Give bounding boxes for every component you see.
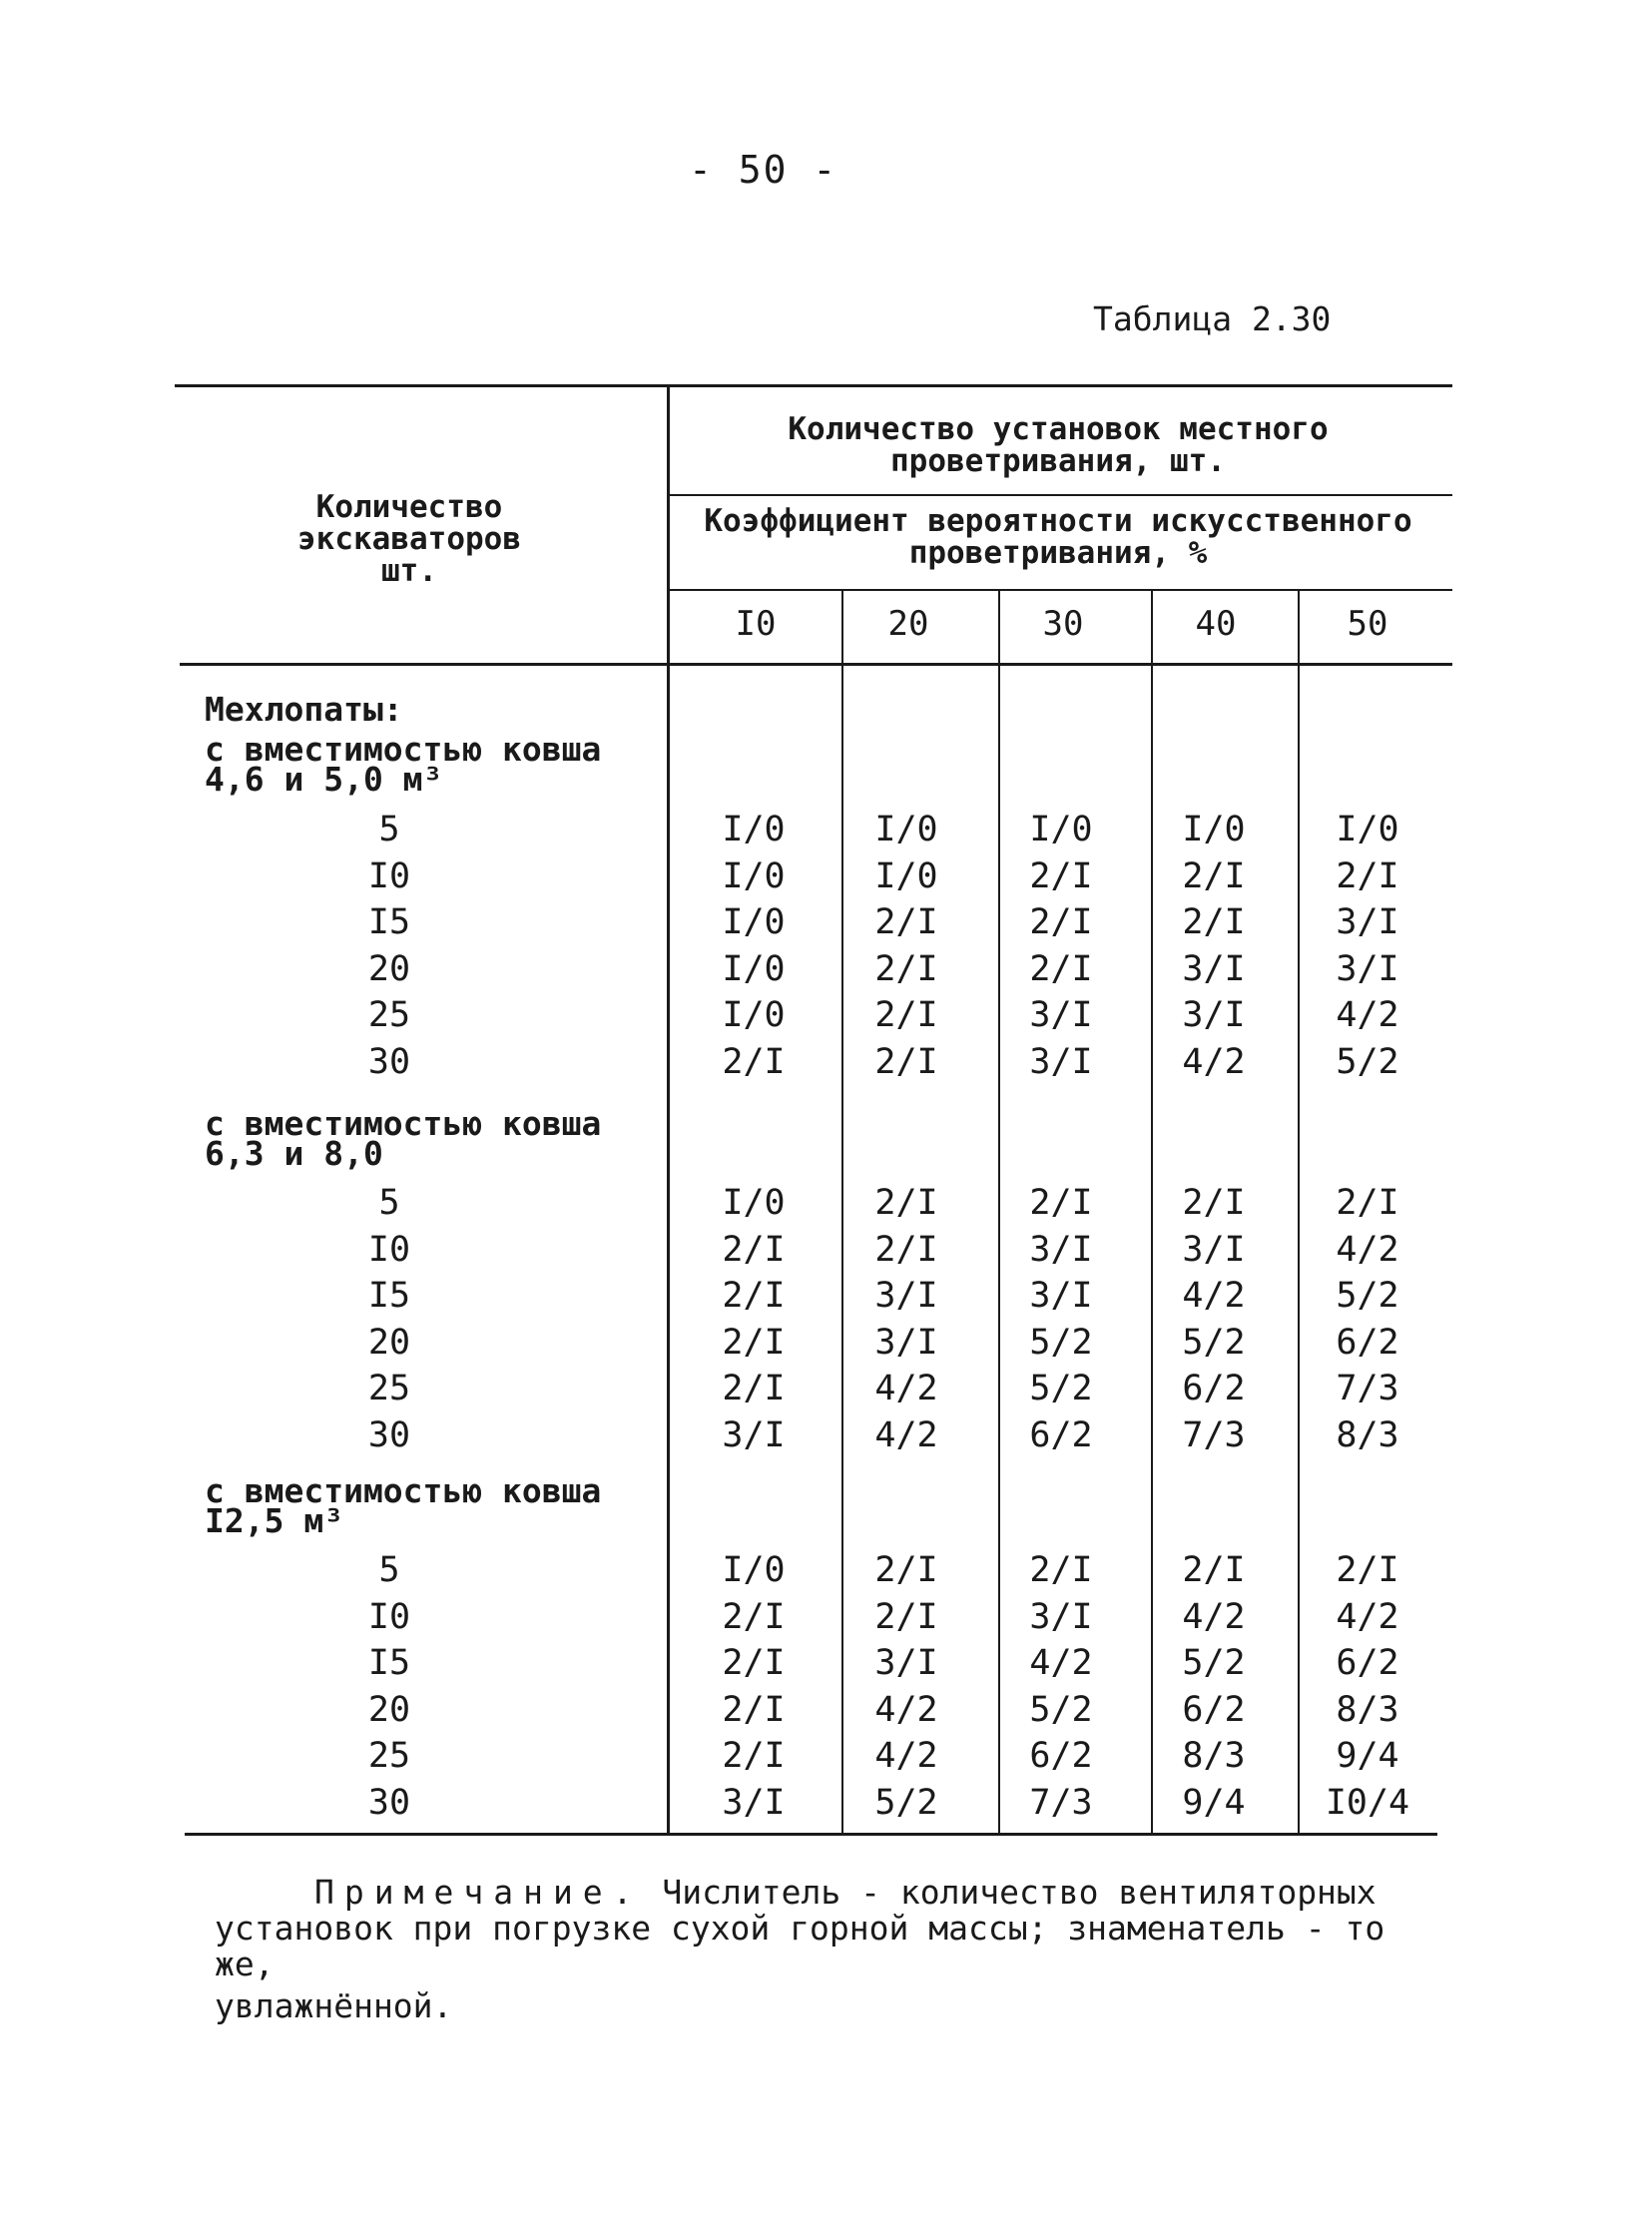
note-title: Примечание. <box>314 1873 643 1912</box>
table-cell: 3/I <box>874 1643 938 1683</box>
table-cell: 2/I <box>1336 1183 1399 1223</box>
group-label-line2: 6,3 и 8,0 <box>205 1134 383 1173</box>
table-cell: 2/I <box>1029 1183 1093 1223</box>
header-col0-line: Количество <box>315 489 503 525</box>
row-count: 25 <box>367 1736 411 1776</box>
table-cell: 2/I <box>722 1229 786 1270</box>
table-cell: 5/2 <box>1029 1369 1093 1408</box>
table-cell: I/0 <box>722 995 786 1035</box>
table-cell: 2/I <box>722 1369 786 1408</box>
table-cell: 5/2 <box>1336 1276 1399 1316</box>
row-count: 20 <box>367 1322 411 1363</box>
table-cell: 2/I <box>722 1689 786 1730</box>
table-cell: 3/I <box>722 1414 786 1455</box>
group-label-line1: с вместимостью ковша <box>205 1104 602 1143</box>
table-cell: I/0 <box>1182 810 1246 849</box>
table-cell: 2/I <box>874 995 938 1035</box>
table-cell: 5/2 <box>874 1782 938 1823</box>
table-cell: 4/2 <box>874 1369 938 1408</box>
table-cell: 3/I <box>1029 1229 1093 1270</box>
table-cell: 4/2 <box>1029 1643 1093 1683</box>
note-line1: Числитель - количество вентиляторных <box>662 1873 1377 1912</box>
table-cell: 2/I <box>874 1550 938 1590</box>
row-count: 20 <box>367 1689 411 1730</box>
table-cell: 4/2 <box>874 1736 938 1776</box>
table-cell: 4/2 <box>1336 1596 1399 1637</box>
table-cell: 3/I <box>1336 948 1399 989</box>
table-cell: 4/2 <box>1336 1229 1399 1270</box>
table-cell: 4/2 <box>1182 1596 1246 1637</box>
table-cell: 5/2 <box>1029 1689 1093 1730</box>
table-cell: 6/2 <box>1336 1643 1399 1683</box>
table-cell: 2/I <box>1336 855 1399 896</box>
group-label-line2: I2,5 м³ <box>205 1501 344 1540</box>
page-number: - 50 - <box>689 148 838 192</box>
table-cell: 2/I <box>874 902 938 942</box>
table-cell: 2/I <box>722 1596 786 1637</box>
table-cell: I/0 <box>722 948 786 989</box>
table-cell: 5/2 <box>1336 1041 1399 1082</box>
table-cell: 6/2 <box>1336 1322 1399 1363</box>
table-cell: 2/I <box>1029 1550 1093 1590</box>
table-cell: 7/3 <box>1182 1414 1246 1455</box>
table-cell: 4/2 <box>1336 995 1399 1035</box>
table-cell: 9/4 <box>1182 1782 1246 1823</box>
table-cell: 3/I <box>1182 995 1246 1035</box>
row-count: 5 <box>378 1183 400 1223</box>
table-cell: 4/2 <box>1182 1276 1246 1316</box>
note-line2: установок при погрузке сухой горной массы; знаменатель - то же, <box>215 1909 1385 1983</box>
table-cell: 2/I <box>722 1643 786 1683</box>
table-cell: 8/3 <box>1336 1689 1399 1730</box>
table-cell: 4/2 <box>874 1414 938 1455</box>
table-cell: 5/2 <box>1182 1322 1246 1363</box>
table-cell: 5/2 <box>1029 1322 1093 1363</box>
table-cell: I/0 <box>1029 810 1093 849</box>
row-count: 25 <box>367 995 411 1035</box>
table-cell: 3/I <box>874 1276 938 1316</box>
row-count: 30 <box>367 1414 411 1455</box>
header-col0-line: шт. <box>381 553 437 589</box>
table-cell: 6/2 <box>1182 1689 1246 1730</box>
row-count: 20 <box>367 948 411 989</box>
table-cell: 2/I <box>874 1183 938 1223</box>
table-cell: I/0 <box>874 810 938 849</box>
row-count: I0 <box>367 1596 411 1637</box>
header-top <box>689 413 1427 477</box>
percent-header: 30 <box>1042 604 1084 644</box>
row-count: 30 <box>367 1041 411 1082</box>
group-label-line2: 4,6 и 5,0 м³ <box>205 760 443 799</box>
percent-header: 40 <box>1195 604 1237 644</box>
table-cell: 6/2 <box>1182 1369 1246 1408</box>
table-cell: 2/I <box>1029 902 1093 942</box>
row-count: I0 <box>367 855 411 896</box>
table-cell: 3/I <box>1182 948 1246 989</box>
percent-header: I0 <box>735 604 777 644</box>
table-cell: 2/I <box>722 1041 786 1082</box>
table-cell: 3/I <box>1182 1229 1246 1270</box>
header-sub <box>679 505 1437 569</box>
percent-header: 20 <box>887 604 929 644</box>
table-cell: I/0 <box>722 810 786 849</box>
row-count: I5 <box>367 902 411 942</box>
table-cell: 4/2 <box>1182 1041 1246 1082</box>
table-cell: I0/4 <box>1325 1782 1410 1823</box>
row-count: 30 <box>367 1782 411 1823</box>
table-cell: 2/I <box>722 1736 786 1776</box>
row-count: I5 <box>367 1276 411 1316</box>
table-cell: 2/I <box>874 1041 938 1082</box>
table-cell: 3/I <box>1029 1596 1093 1637</box>
table-cell: 2/I <box>874 948 938 989</box>
table-cell: 7/3 <box>1029 1782 1093 1823</box>
table-cell: 4/2 <box>874 1689 938 1730</box>
table-cell: 6/2 <box>1029 1414 1093 1455</box>
category-label: Мехлопаты: <box>205 690 403 729</box>
table-cell: 3/I <box>874 1322 938 1363</box>
note <box>215 1875 1412 2024</box>
row-count: 25 <box>367 1369 411 1408</box>
table-cell: I/0 <box>722 1183 786 1223</box>
table-cell: 2/I <box>722 1322 786 1363</box>
table-cell: 2/I <box>1182 855 1246 896</box>
table-cell: 7/3 <box>1336 1369 1399 1408</box>
table-cell: 2/I <box>1029 948 1093 989</box>
header-col0 <box>250 491 569 587</box>
table-cell: 8/3 <box>1182 1736 1246 1776</box>
row-count: 5 <box>378 810 400 849</box>
table-cell: 2/I <box>1336 1550 1399 1590</box>
table-cell: I/0 <box>722 855 786 896</box>
percent-header: 50 <box>1347 604 1388 644</box>
table-cell: 2/I <box>1182 1550 1246 1590</box>
row-count: I5 <box>367 1643 411 1683</box>
table-cell: 3/I <box>722 1782 786 1823</box>
header-sub-line: Коэффициент вероятности искусственного <box>704 503 1412 539</box>
table-cell: 2/I <box>1182 1183 1246 1223</box>
note-line3: увлажнённой. <box>215 1986 453 2025</box>
table-cell: I/0 <box>1336 810 1399 849</box>
row-count: I0 <box>367 1229 411 1270</box>
table-cell: 2/I <box>722 1276 786 1316</box>
table-cell: 8/3 <box>1336 1414 1399 1455</box>
header-top-line: проветривания, шт. <box>890 443 1226 479</box>
group-label-line1: с вместимостью ковша <box>205 1471 602 1510</box>
row-count: 5 <box>378 1550 400 1590</box>
header-top-line: Количество установок местного <box>788 411 1329 447</box>
table-cell: 2/I <box>874 1229 938 1270</box>
table-cell: I/0 <box>874 855 938 896</box>
table-cell: 3/I <box>1029 995 1093 1035</box>
table-cell: 2/I <box>1029 855 1093 896</box>
table-cell: 2/I <box>1182 902 1246 942</box>
table-cell: 2/I <box>874 1596 938 1637</box>
table-cell: 6/2 <box>1029 1736 1093 1776</box>
table-cell: 5/2 <box>1182 1643 1246 1683</box>
group-label-line1: с вместимостью ковша <box>205 730 602 769</box>
table-cell: I/0 <box>722 1550 786 1590</box>
header-sub-line: проветривания, % <box>908 535 1208 571</box>
table-cell: 3/I <box>1336 902 1399 942</box>
table-cell: 3/I <box>1029 1276 1093 1316</box>
table-cell: 3/I <box>1029 1041 1093 1082</box>
table-cell: I/0 <box>722 902 786 942</box>
header-col0-line: экскаваторов <box>297 521 521 557</box>
table-caption: Таблица 2.30 <box>1093 299 1332 338</box>
table-cell: 9/4 <box>1336 1736 1399 1776</box>
